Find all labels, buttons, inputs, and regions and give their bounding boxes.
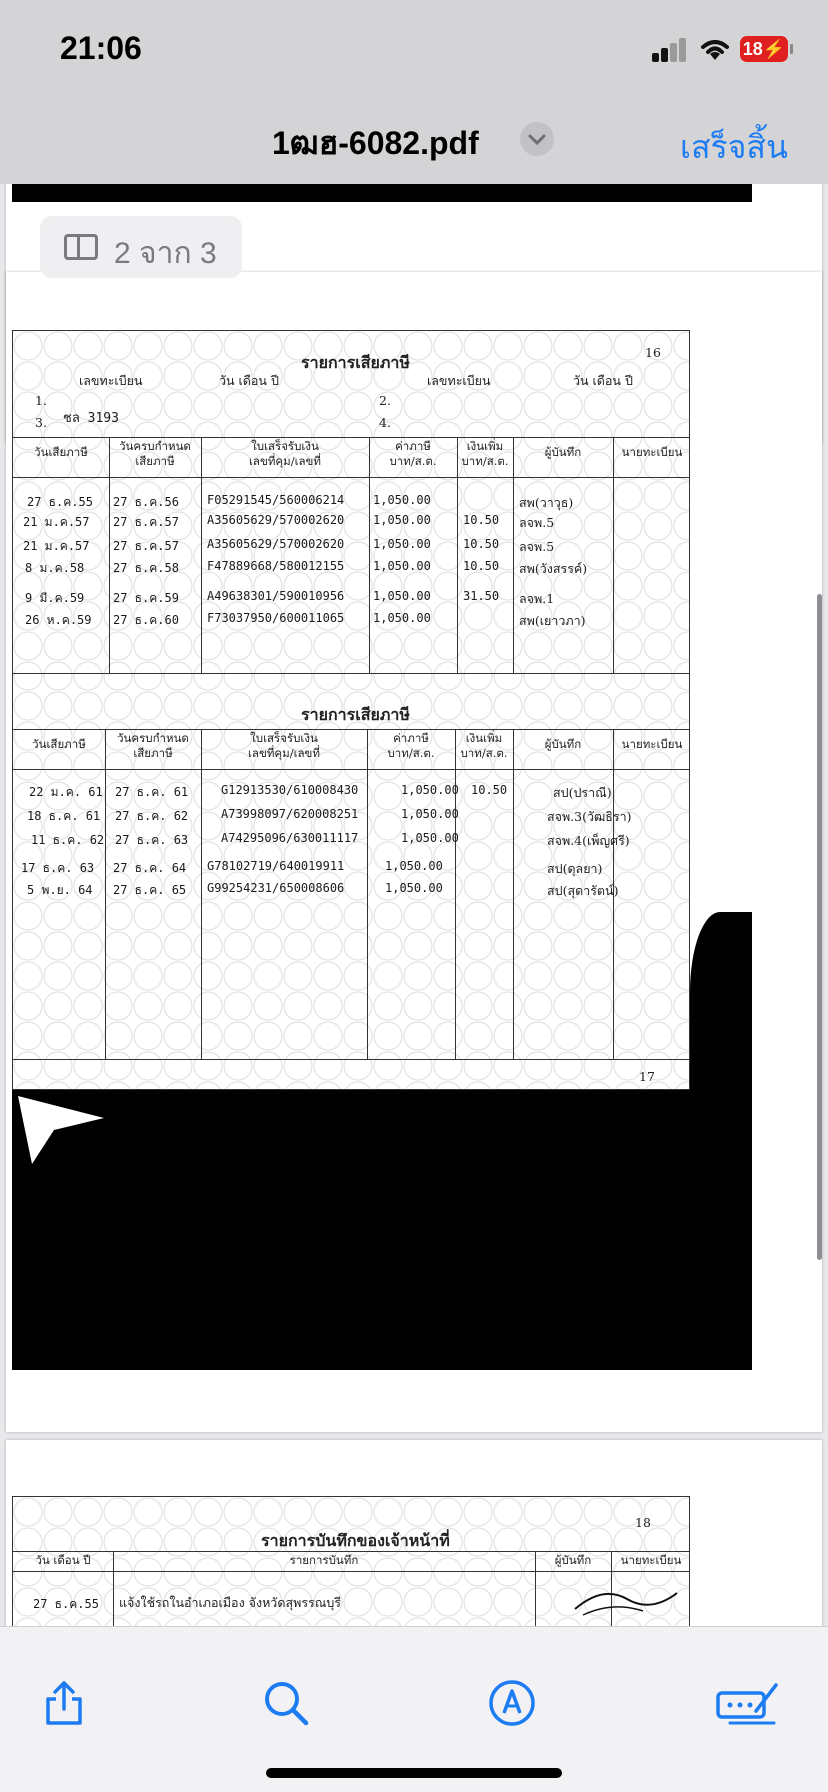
tax-amount: 1,050.00 [373, 513, 431, 527]
registration-value: ชล 3193 [63, 411, 119, 426]
table-divider [13, 673, 689, 674]
recorded-by: สป(ดุลยา) [547, 861, 603, 876]
date-label-left: วัน เดือน ปี [219, 373, 279, 388]
form-bottom-page-number: 17 [639, 1069, 655, 1084]
row-number: 1. [35, 393, 47, 408]
table-row [13, 493, 691, 511]
receipt-number: G12913530/610008430 [221, 783, 359, 797]
page-indicator[interactable] [40, 216, 242, 278]
tax-date: 11 ธ.ค. 62 [31, 833, 105, 847]
column-header: รายการบันทึก [289, 1553, 359, 1567]
surcharge-amount: 10.50 [463, 559, 500, 573]
column-header: เงินเพิ่ม บาท/ส.ต. [461, 439, 509, 468]
column-header: วันครบกำหนด เสียภาษี [117, 731, 189, 760]
markup-icon[interactable] [488, 1679, 536, 1727]
receipt-number: G78102719/640019911 [207, 859, 345, 873]
column-divider [201, 437, 202, 673]
form-page-number: 16 [645, 345, 661, 360]
search-icon[interactable] [262, 1679, 310, 1727]
scanned-officer-record [12, 1496, 690, 1626]
second-section-title: รายการเสียภาษี [301, 705, 410, 724]
status-time: 21:06 [60, 30, 142, 66]
tax-amount: 1,050.00 [373, 559, 431, 573]
due-date: 27 ธ.ค.60 [113, 613, 179, 627]
due-date: 27 ธ.ค.57 [113, 539, 179, 553]
recorded-by: สพ(เยาวภา) [519, 613, 586, 628]
scan-artifact-shape [18, 1096, 108, 1166]
reg-label-left: เลขทะเบียน [79, 373, 143, 388]
receipt-number: F05291545/560006214 [207, 493, 345, 507]
recorded-by: สพ(วังสรรค์) [519, 561, 588, 576]
receipt-number: A35605629/570002620 [207, 537, 345, 551]
scroll-indicator[interactable] [817, 594, 822, 1260]
row-number: 4. [379, 415, 391, 430]
table-row [13, 783, 691, 801]
record-text: แจ้งใช้รถในอำเภอเมือง จังหวัดสุพรรณบุรี [119, 1595, 341, 1610]
table-divider [13, 477, 689, 478]
table-row [13, 589, 691, 607]
column-divider [369, 437, 370, 673]
scan-black-band [12, 184, 752, 202]
reg-label-right: เลขทะเบียน [427, 373, 491, 388]
scan-black-area [12, 1090, 752, 1370]
receipt-number: A35605629/570002620 [207, 513, 345, 527]
tax-amount: 1,050.00 [373, 493, 431, 507]
receipt-number: A74295096/630011117 [221, 831, 359, 845]
recorded-by: สจพ.3(วัฒธิรา) [547, 809, 632, 824]
column-divider [513, 437, 514, 673]
scanned-tax-form [12, 330, 690, 1090]
tax-amount: 1,050.00 [385, 881, 443, 895]
tax-date: 21 ม.ค.57 [23, 515, 90, 529]
tax-date: 27 ธ.ค.55 [27, 495, 93, 509]
column-header: วัน เดือน ปี [35, 1553, 91, 1567]
page-indicator-text: 2 จาก 3 [114, 237, 217, 270]
tax-amount: 1,050.00 [401, 783, 459, 797]
tax-date: 17 ธ.ค. 63 [21, 861, 95, 875]
receipt-number: A49638301/590010956 [207, 589, 345, 603]
table-row [13, 513, 691, 531]
table-row [13, 807, 691, 825]
share-icon[interactable] [40, 1679, 88, 1727]
table-row [13, 881, 691, 899]
tax-date: 21 ม.ค.57 [23, 539, 90, 553]
due-date: 27 ธ.ค. 64 [113, 861, 187, 875]
column-header: วันเสียภาษี [32, 737, 86, 751]
tax-amount: 1,050.00 [385, 859, 443, 873]
wifi-icon [698, 34, 732, 62]
record-date: 27 ธ.ค.55 [33, 1597, 99, 1611]
column-header: ค่าภาษี บาท/ส.ต. [387, 731, 435, 760]
surcharge-amount: 10.50 [463, 513, 500, 527]
column-header: ใบเสร็จรับเงิน เลขที่คุม/เลขที่ [248, 731, 320, 760]
table-divider [13, 769, 689, 770]
signature-mark [573, 1581, 683, 1621]
tax-date: 26 ห.ค.59 [25, 613, 92, 627]
due-date: 27 ธ.ค.56 [113, 495, 179, 509]
form3-title: รายการบันทึกของเจ้าหน้าที่ [261, 1531, 450, 1550]
table-divider [13, 1571, 689, 1572]
due-date: 27 ธ.ค. 63 [115, 833, 189, 847]
column-header: ผู้บันทึก [544, 737, 582, 751]
table-row [13, 859, 691, 877]
pdf-page-3 [6, 1440, 822, 1626]
done-button[interactable]: เสร็จสิ้น [680, 129, 788, 165]
battery-level: 18 [742, 39, 763, 59]
pdf-viewer[interactable] [0, 184, 828, 1626]
column-header: วันครบกำหนด เสียภาษี [119, 439, 191, 468]
column-header: ผู้บันทึก [554, 1553, 592, 1567]
surcharge-amount: 10.50 [471, 783, 508, 797]
due-date: 27 ธ.ค.59 [113, 591, 179, 605]
recorded-by: สป(สุดารัตน์) [547, 883, 619, 898]
table-divider [13, 1059, 689, 1060]
recorded-by: สจพ.4(เพ็ญศรี) [547, 833, 630, 848]
tax-date: 8 ม.ค.58 [25, 561, 85, 575]
tax-amount: 1,050.00 [373, 589, 431, 603]
sidebar-icon [64, 234, 98, 260]
due-date: 27 ธ.ค.57 [113, 515, 179, 529]
recorded-by: ลจพ.5 [519, 539, 555, 554]
receipt-number: G99254231/650008606 [207, 881, 345, 895]
column-header: เงินเพิ่ม บาท/ส.ต. [460, 731, 508, 760]
table-row [13, 611, 691, 629]
column-header: ผู้บันทึก [544, 445, 582, 459]
surcharge-amount: 10.50 [463, 537, 500, 551]
document-title[interactable]: 1ฒฮ-6082.pdf [272, 125, 479, 161]
tax-date: 22 ม.ค. 61 [29, 785, 103, 799]
receipt-number: A73998097/620008251 [221, 807, 359, 821]
annotate-icon[interactable] [716, 1679, 780, 1727]
recorded-by: ลจพ.1 [519, 591, 555, 606]
column-divider [109, 437, 110, 673]
recorded-by: สป(ปราณี) [553, 785, 612, 800]
table-row [13, 537, 691, 555]
tax-date: 5 พ.ย. 64 [27, 883, 93, 897]
table-row [13, 831, 691, 849]
tax-date: 9 มี.ค.59 [25, 591, 85, 605]
due-date: 27 ธ.ค.58 [113, 561, 179, 575]
tax-amount: 1,050.00 [373, 537, 431, 551]
tax-amount: 1,050.00 [401, 831, 459, 845]
form3-page-number: 18 [635, 1515, 651, 1530]
surcharge-amount: 31.50 [463, 589, 500, 603]
column-divider [613, 437, 614, 673]
form-section-title: รายการเสียภาษี [301, 353, 410, 372]
pdf-page-2 [6, 272, 822, 1432]
date-label-right: วัน เดือน ปี [573, 373, 633, 388]
due-date: 27 ธ.ค. 62 [115, 809, 189, 823]
due-date: 27 ธ.ค. 65 [113, 883, 187, 897]
column-header: วันเสียภาษี [34, 445, 88, 459]
scan-black-edge [690, 912, 752, 1102]
tax-amount: 1,050.00 [401, 807, 459, 821]
row-number: 2. [379, 393, 391, 408]
column-divider [457, 437, 458, 673]
recorded-by: สพ(วาวุธ) [519, 495, 574, 510]
table-divider [13, 729, 689, 730]
tax-amount: 1,050.00 [373, 611, 431, 625]
table-row [13, 559, 691, 577]
chevron-down-icon[interactable] [520, 122, 554, 156]
column-header: นายทะเบียน [621, 737, 683, 751]
top-bar [0, 0, 828, 184]
cellular-signal-icon [652, 38, 688, 62]
battery-icon: 18⚡ [740, 36, 788, 62]
table-divider [13, 437, 689, 438]
recorded-by: ลจพ.5 [519, 515, 555, 530]
home-indicator[interactable] [266, 1768, 562, 1778]
tax-date: 18 ธ.ค. 61 [27, 809, 101, 823]
receipt-number: F73037950/600011065 [207, 611, 345, 625]
column-header: ค่าภาษี บาท/ส.ต. [389, 439, 437, 468]
table-divider [13, 1551, 689, 1552]
column-header: นายทะเบียน [620, 1553, 682, 1567]
receipt-number: F47889668/580012155 [207, 559, 345, 573]
column-header: นายทะเบียน [621, 445, 683, 459]
column-header: ใบเสร็จรับเงิน เลขที่คุม/เลขที่ [249, 439, 321, 468]
row-number: 3. [35, 415, 47, 430]
due-date: 27 ธ.ค. 61 [115, 785, 189, 799]
